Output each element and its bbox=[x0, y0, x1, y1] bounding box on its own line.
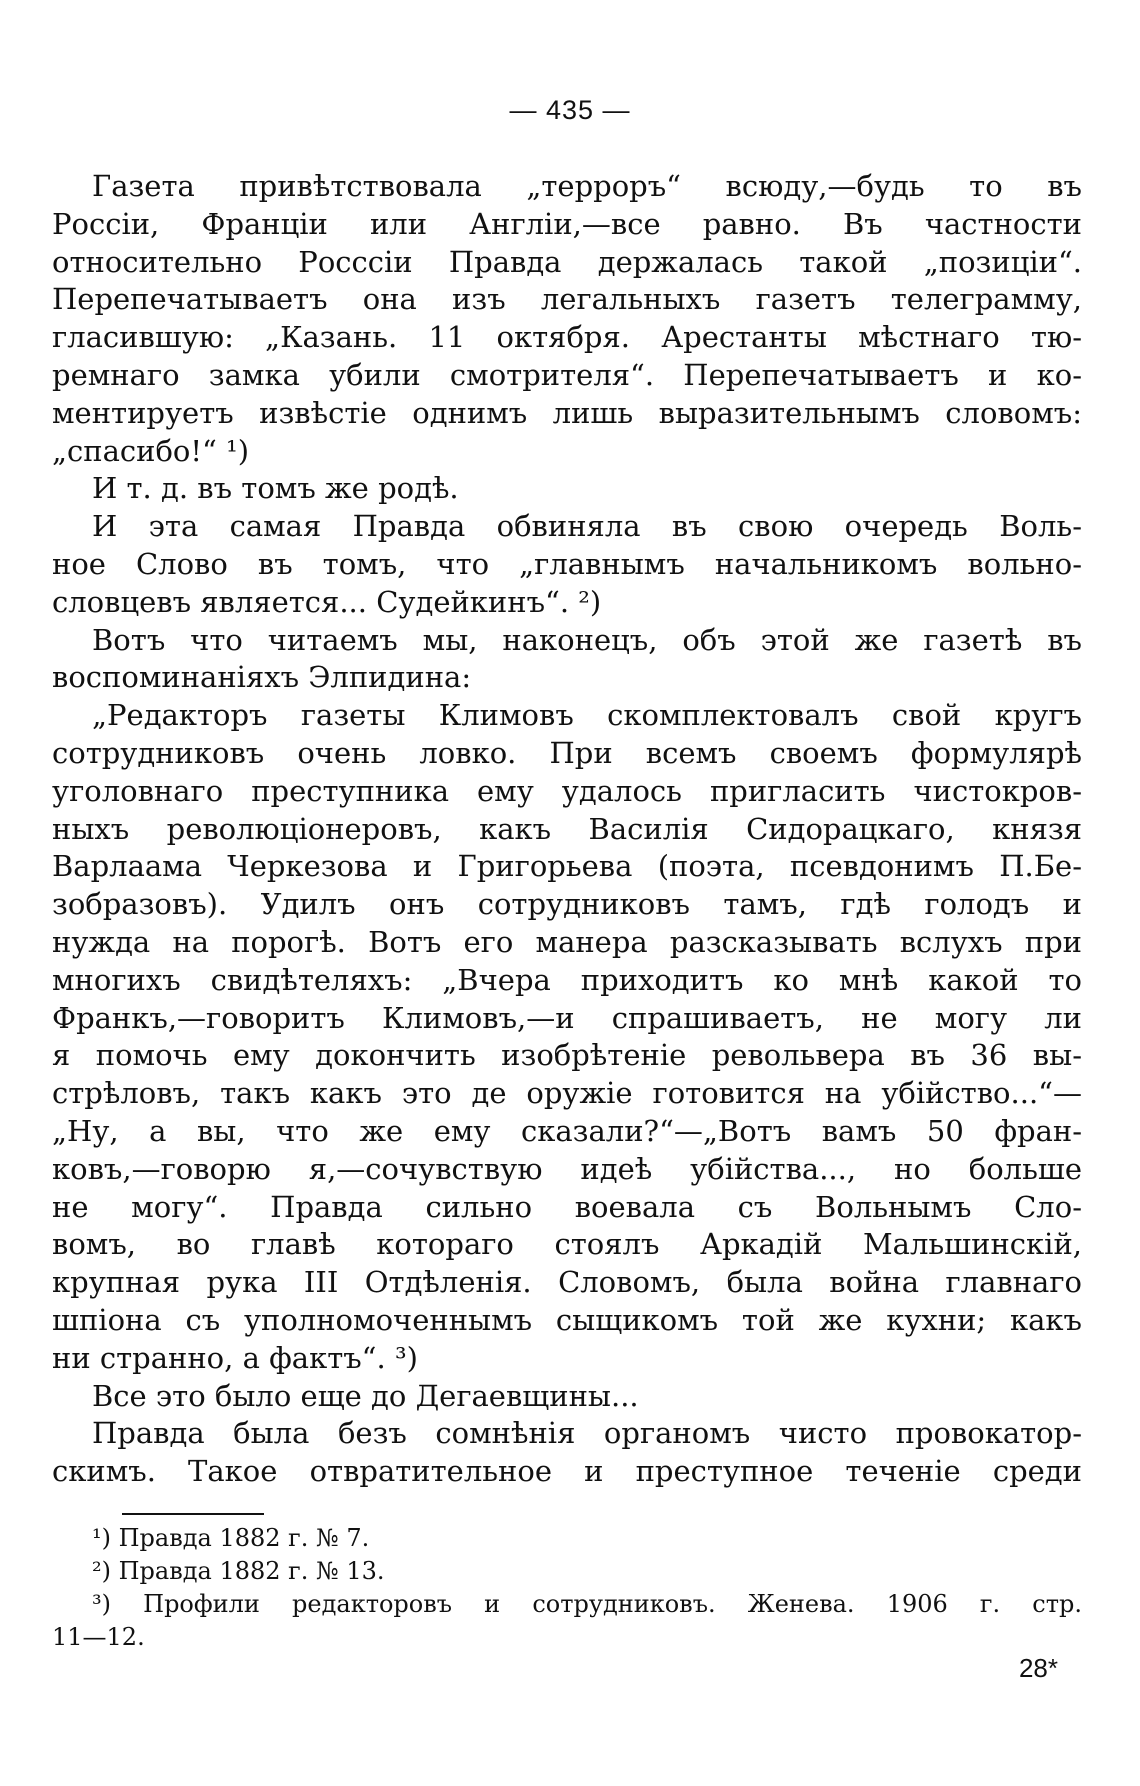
footnote-line: ²) Правда 1882 г. № 13. bbox=[92, 1557, 385, 1585]
text-line: Правда была безъ сомнѣнiя органомъ чисто провокатор- bbox=[92, 1416, 1082, 1451]
text-line: ремнаго замка убили смотрителя“. Перепечатываетъ и ко- bbox=[52, 357, 1082, 392]
text-line: шпiона съ уполномоченнымъ сыщикомъ той же кухни; какъ bbox=[52, 1302, 1082, 1337]
text-line: ное Слово въ томъ, что „главнымъ начальникомъ вольно- bbox=[52, 546, 1082, 581]
text-line: ментируетъ извѣстiе однимъ лишь выразительнымъ словомъ: bbox=[52, 395, 1082, 430]
text-line: не могу“. Правда сильно воевала съ Вольнымъ Сло- bbox=[52, 1189, 1082, 1224]
signature-mark: 28* bbox=[1018, 1653, 1058, 1683]
page-number: — 435 — bbox=[509, 95, 631, 125]
text-line: Франкъ,—говоритъ Климовъ,—и спрашиваетъ, не могу ли bbox=[52, 1000, 1082, 1035]
footnote-separator bbox=[122, 1513, 264, 1515]
footnotes bbox=[52, 1522, 1082, 1654]
text-line: Россiи, Францiи или Англiи,—все равно. Въ частности bbox=[52, 206, 1082, 241]
text-line: относительно Росссiи Правда держалась такой „позицiи“. bbox=[52, 244, 1082, 279]
footnote-line: 11—12. bbox=[52, 1623, 145, 1651]
text-line: Вотъ что читаемъ мы, наконецъ, объ этой же газетѣ въ bbox=[92, 622, 1082, 657]
text-line: уголовнаго преступника ему удалось пригласить чистокров- bbox=[52, 773, 1082, 808]
text-line: ни странно, а фактъ“. ³) bbox=[52, 1340, 418, 1375]
footnote-line: ³) Профили редакторовъ и сотрудниковъ. Женева. 1906 г. стр. bbox=[92, 1590, 1082, 1618]
text-line: „Ну, а вы, что же ему сказали?“—„Вотъ вамъ 50 фран- bbox=[52, 1113, 1082, 1148]
text-line: Перепечатываетъ она изъ легальныхъ газетъ телеграмму, bbox=[52, 282, 1082, 317]
body-text bbox=[52, 168, 1082, 1491]
text-line: вомъ, во главѣ котораго стоялъ Аркадiй Мальшинскiй, bbox=[52, 1227, 1082, 1262]
text-line: Все это было еще до Дегаевщины... bbox=[92, 1378, 639, 1413]
footnote-line: ¹) Правда 1882 г. № 7. bbox=[92, 1524, 370, 1552]
text-line: стрѣловъ, такъ какъ это де оружiе готовится на убiйство...“— bbox=[52, 1076, 1082, 1111]
text-line: сотрудниковъ очень ловко. При всемъ своемъ формулярѣ bbox=[52, 735, 1082, 770]
text-line: нужда на порогѣ. Вотъ его манера разсказывать вслухъ при bbox=[52, 924, 1082, 959]
text-line: ныхъ революцiонеровъ, какъ Василiя Сидорацкаго, князя bbox=[52, 811, 1082, 846]
text-line: словцевъ является... Судейкинъ“. ²) bbox=[52, 584, 602, 619]
text-line: „Редакторъ газеты Климовъ скомплектовалъ свой кругъ bbox=[92, 698, 1082, 733]
text-line: И эта самая Правда обвиняла въ свою очередь Воль- bbox=[92, 509, 1082, 544]
text-line: я помочь ему докончить изобрѣтенiе револьвера въ 36 вы- bbox=[52, 1038, 1082, 1073]
text-line: многихъ свидѣтеляхъ: „Вчера приходитъ ко мнѣ какой то bbox=[52, 962, 1082, 997]
text-line: И т. д. въ томъ же родѣ. bbox=[92, 471, 459, 506]
text-line: воспоминанiяхъ Элпидина: bbox=[52, 660, 472, 695]
text-line: скимъ. Такое отвратительное и преступное теченiе среди bbox=[52, 1454, 1082, 1489]
text-line: зобразовъ). Удилъ онъ сотрудниковъ тамъ, гдѣ голодъ и bbox=[52, 887, 1082, 922]
text-line: „спасибо!“ ¹) bbox=[52, 433, 250, 468]
text-line: гласившую: „Казань. 11 октября. Арестанты мѣстнаго тю- bbox=[52, 320, 1082, 355]
text-line: Варлаама Черкезова и Григорьева (поэта, псевдонимъ П.Бе- bbox=[52, 849, 1082, 884]
text-line: Газета привѣтствовала „терроръ“ всюду,—будь то въ bbox=[92, 169, 1082, 203]
text-line: ковъ,—говорю я,—сочувствую идеѣ убiйства..., но больше bbox=[52, 1151, 1082, 1186]
text-line: крупная рука III Отдѣленiя. Словомъ, была война главнаго bbox=[52, 1265, 1082, 1300]
